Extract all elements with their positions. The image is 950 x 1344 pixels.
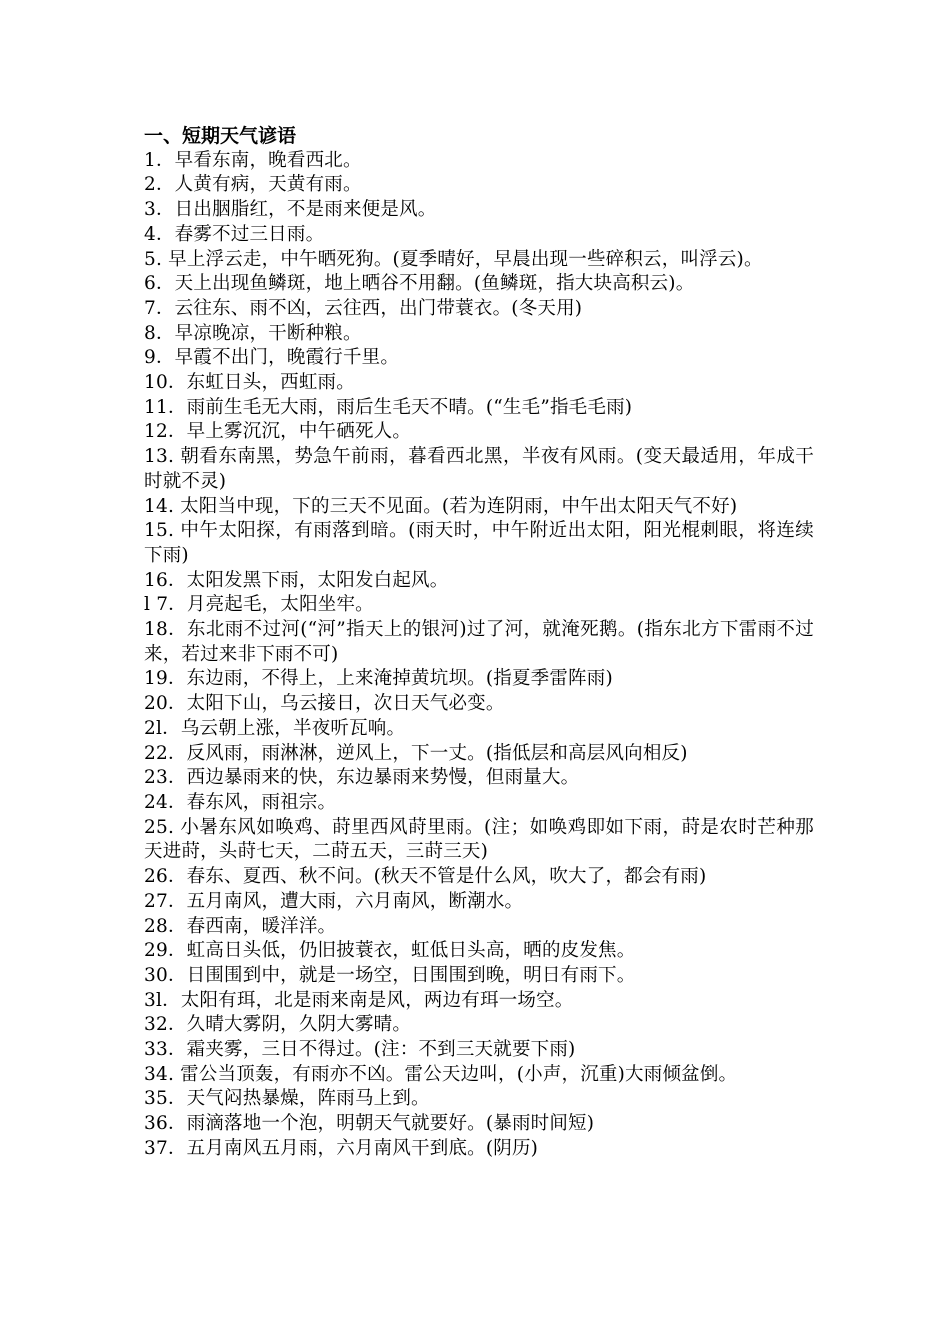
proverb-item: 2l．乌云朝上涨，半夜听瓦响。 (144, 717, 406, 739)
proverb-item: 23．西边暴雨来的快，东边暴雨来势慢，但雨量大。 (144, 767, 580, 789)
proverb-item: 5. 早上浮云走，中午晒死狗。(夏季晴好，早晨出现一些碎积云，叫浮云)。 (144, 248, 763, 270)
proverb-item: 19．东边雨，不得上，上来淹掉黄坑坝。(指夏季雷阵雨) (144, 668, 613, 690)
proverb-item: 4．春雾不过三日雨。 (144, 223, 325, 245)
proverb-item: 33．霜夹雾，三日不得过。(注：不到三天就要下雨) (144, 1039, 576, 1061)
proverb-item: 24．春东风，雨祖宗。 (144, 791, 337, 813)
proverb-item: 36．雨滴落地一个泡，明朝天气就要好。(暴雨时间短) (144, 1113, 595, 1135)
proverb-item: 2．人黄有病，天黄有雨。 (144, 174, 362, 196)
proverb-item: 11．雨前生毛无大雨，雨后生毛天不晴。(“生毛”指毛毛雨) (144, 396, 633, 418)
proverb-item: 15. 中午太阳探，有雨落到暗。(雨天时，中午附近出太阳，阳光棍刺眼，将连续下雨) (144, 520, 814, 566)
proverb-item: 10．东虹日头，西虹雨。 (144, 372, 355, 394)
proverb-item: 12．早上雾沉沉，中午硒死人。 (144, 421, 412, 443)
proverb-item: 7．云往东、雨不凶，云往西，出门带蓑衣。(冬天用) (144, 297, 583, 319)
proverb-item: 30．日围围到中，就是一场空，日围围到晚，明日有雨下。 (144, 964, 636, 986)
proverb-item: 9．早霞不出门，晚霞行千里。 (144, 347, 400, 369)
proverb-item: 6．天上出现鱼鳞斑，地上晒谷不用翻。(鱼鳞斑，指大块高积云)。 (144, 273, 695, 295)
proverb-item: 14. 太阳当中现，下的三天不见面。(若为连阴雨，中午出太阳天气不好) (144, 495, 738, 517)
proverb-item: 25. 小暑东风如唤鸡、莳里西风莳里雨。(注；如唤鸡即如下雨，莳是农时芒种那天进莳，头莳七天，二莳五天，三莳三天) (144, 816, 814, 863)
proverb-list (144, 149, 814, 1162)
proverb-item: 1．早看东南，晚看西北。 (144, 149, 362, 171)
proverb-item: 3．日出胭脂红，不是雨来便是风。 (144, 199, 437, 221)
document-page (144, 124, 814, 1162)
proverb-item: 22．反风雨，雨淋淋，逆风上，下一丈。(指低层和高层风向相反) (144, 742, 688, 764)
proverb-item: 35．天气闷热暴燥，阵雨马上到。 (144, 1088, 430, 1110)
proverb-item: 28．春西南，暖洋洋。 (144, 915, 337, 937)
proverb-item: 13. 朝看东南黑，势急午前雨，暮看西北黑，半夜有风雨。(变天最适用，年成干时就不灵) (144, 446, 814, 492)
proverb-item: 16．太阳发黑下雨，太阳发白起风。 (144, 569, 449, 591)
proverb-item: 8．早凉晚凉，干断种粮。 (144, 322, 362, 344)
proverb-item: 27．五月南风，遭大雨，六月南风，断潮水。 (144, 890, 524, 912)
section-heading: 一、短期天气谚语 (144, 125, 297, 147)
proverb-item: 26．春东、夏西、秋不问。(秋天不管是什么风，吹大了，都会有雨) (144, 866, 707, 888)
proverb-item: 32．久晴大雾阴，久阴大雾晴。 (144, 1014, 412, 1036)
proverb-item: l 7．月亮起毛，太阳坐牢。 (144, 594, 374, 616)
proverb-item: 29．虹高日头低，仍旧披蓑衣，虹低日头高，晒的皮发焦。 (144, 940, 636, 962)
proverb-item: 34. 雷公当顶轰，有雨亦不凶。雷公天边叫，(小声，沉重)大雨倾盆倒。 (144, 1063, 738, 1085)
proverb-item: 18．东北雨不过河(“河”指天上的银河)过了河，就淹死鹅。(指东北方下雷雨不过来，若过来非下雨不可) (144, 619, 814, 665)
proverb-item: 20．太阳下山，乌云接日，次日天气必变。 (144, 693, 505, 715)
proverb-item: 37．五月南风五月雨，六月南风干到底。(阴历) (144, 1137, 539, 1159)
proverb-item: 3l．太阳有珥，北是雨来南是风，两边有珥一场空。 (144, 989, 574, 1011)
